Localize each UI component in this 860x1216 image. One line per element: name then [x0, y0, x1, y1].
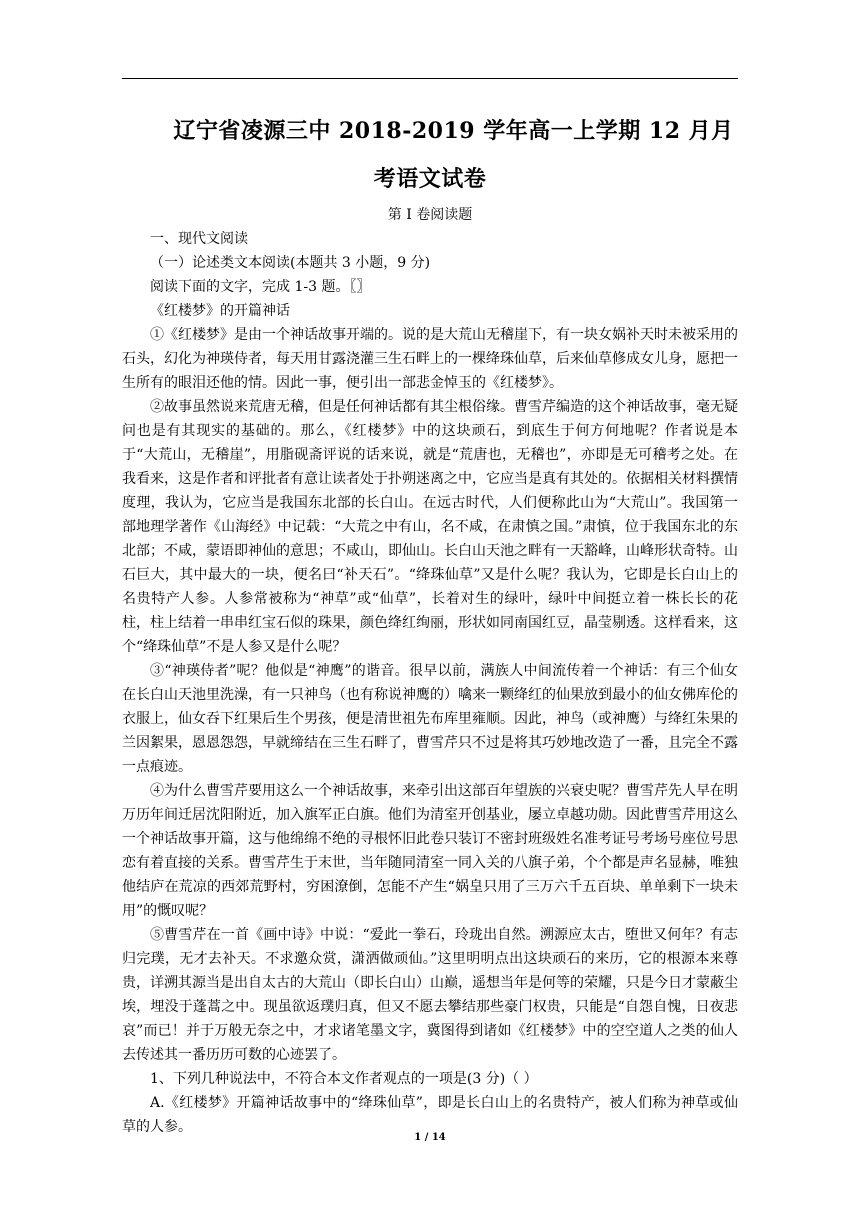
document-body: [122, 107, 738, 1139]
question-1-option-a: A.《红楼梦》开篇神话故事中的“绛珠仙草”，即是长白山上的名贵特产，被人们称为神草或仙草的人参。: [122, 1095, 738, 1135]
section-heading: 一、现代文阅读: [150, 231, 248, 247]
subsection-heading: （一）论述类文本阅读(本题共 3 小题，9 分): [150, 255, 431, 271]
paragraph-4: ④为什么曹雪芹要用这么一个神话故事，来牵引出这部百年望族的兴衰史呢？曹雪芹先人早在明万历年间迁居沈阳附近，加入旗军正白旗。他们为清室开创基业，屡立卓越功勋。因此曹雪芹用这么一个神话故事开篇，这与他绵绵不绝的寻根怀旧此卷只装订不密封班级姓名准考证号考场号座位号思恋有着直接的关系。曹雪芹生于末世，当年随同清室一同入关的八旗子弟，个个都是声名显赫，唯独他结庐在荒凉的西郊荒野村，穷困潦倒，怎能不产生“娲皇只用了三万六千五百块、单单剩下一块未用”的慨叹呢？: [122, 783, 738, 919]
reading-instruction: 阅读下面的文字，完成 1-3 题。〖〗: [150, 279, 371, 295]
paragraph-1: ①《红楼梦》是由一个神话故事开端的。说的是大荒山无稽崖下，有一块女娲补天时未被采用的石头，幻化为神瑛侍者，每天用甘露浇灌三生石畔上的一棵绛珠仙草，后来仙草修成女儿身，愿把一生所有的眼泪还他的情。因此一事，便引出一部悲金悼玉的《红楼梦》。: [122, 327, 738, 391]
question-1-stem: 1、下列几种说法中，不符合本文作者观点的一项是(3 分)（ ）: [150, 1071, 538, 1087]
paragraph-3: ③“神瑛侍者”呢？他似是“神鹰”的谐音。很早以前，满族人中间流传着一个神话：有三个仙女在长白山天池里洗澡，有一只神鸟（也有称说神鹰的）噙来一颗绛红的仙果放到最小的仙女佛库伦的衣服上，仙女吞下红果后生个男孩，便是清世祖先布库里雍顺。因此，神鸟（或神鹰）与绛红朱果的兰因絮果，恩恩怨怨，早就缔结在三生石畔了，曹雪芹只不过是将其巧妙地改造了一番，且完全不露一点痕迹。: [122, 663, 738, 775]
volume-heading: 第 I 卷阅读题: [387, 207, 473, 223]
header-rule: [122, 78, 738, 79]
page-number: 1 / 14: [414, 1132, 446, 1143]
article-title: 《红楼梦》的开篇神话: [150, 303, 290, 319]
document-title: 辽宁省凌源三中 2018-2019 学年高一上学期 12 月月考语文试卷: [173, 118, 734, 192]
paragraph-5: ⑤曹雪芹在一首《画中诗》中说：“爱此一拳石，玲珑出自然。溯源应太古，堕世又何年？有志归完璞，无才去补天。不求邀众赏，潇洒做顽仙。”这里明明点出这块顽石的来历，它的根源本来尊贵，详溯其源当是出自太古的大荒山（即长白山）山巅，遥想当年是何等的荣耀，只是今日才蒙蔽尘埃，埋没于蓬蒿之中。现虽欲返璞归真，但又不愿去攀结那些豪门权贵，只能是“自怨自愧，日夜悲哀”而已！并于万般无奈之中，才求诸笔墨文字，冀图得到诸如《红楼梦》中的空空道人之类的仙人去传述其一番历历可数的心迹罢了。: [122, 927, 738, 1063]
paragraph-2: ②故事虽然说来荒唐无稽，但是任何神话都有其尘根俗缘。曹雪芹编造的这个神话故事，毫无疑问也是有其现实的基础的。那么，《红楼梦》中的这块顽石，到底生于何方何地呢？作者说是本于“大荒山，无稽崖”，用脂砚斋评说的话来说，就是“荒唐也，无稽也”，亦即是无可稽考之处。在我看来，这是作者和评批者有意让读者处于扑朔迷离之中，它应当是真有其处的。依据相关材料撰情度理，我认为，它应当是我国东北部的长白山。在远古时代，人们便称此山为“大荒山”。我国第一部地理学著作《山海经》中记载：“大荒之中有山，名不咸，在肃慎之国。”肃慎，位于我国东北的东北部；不咸，蒙语即神仙的意思；不咸山，即仙山。长白山天池之畔有一天豁峰，山峰形状奇特。山石巨大，其中最大的一块，便名曰“补天石”。“绛珠仙草”又是什么呢？我认为，它即是长白山上的名贵特产人参。人参常被称为“神草”或“仙草”，长着对生的绿叶，绿叶中间挺立着一株长长的花柱，柱上结着一串串红宝石似的珠果，颜色绛红绚丽，形状如同南国红豆，晶莹剔透。这样看来，这个“绛珠仙草”不是人参又是什么呢？: [122, 399, 738, 655]
